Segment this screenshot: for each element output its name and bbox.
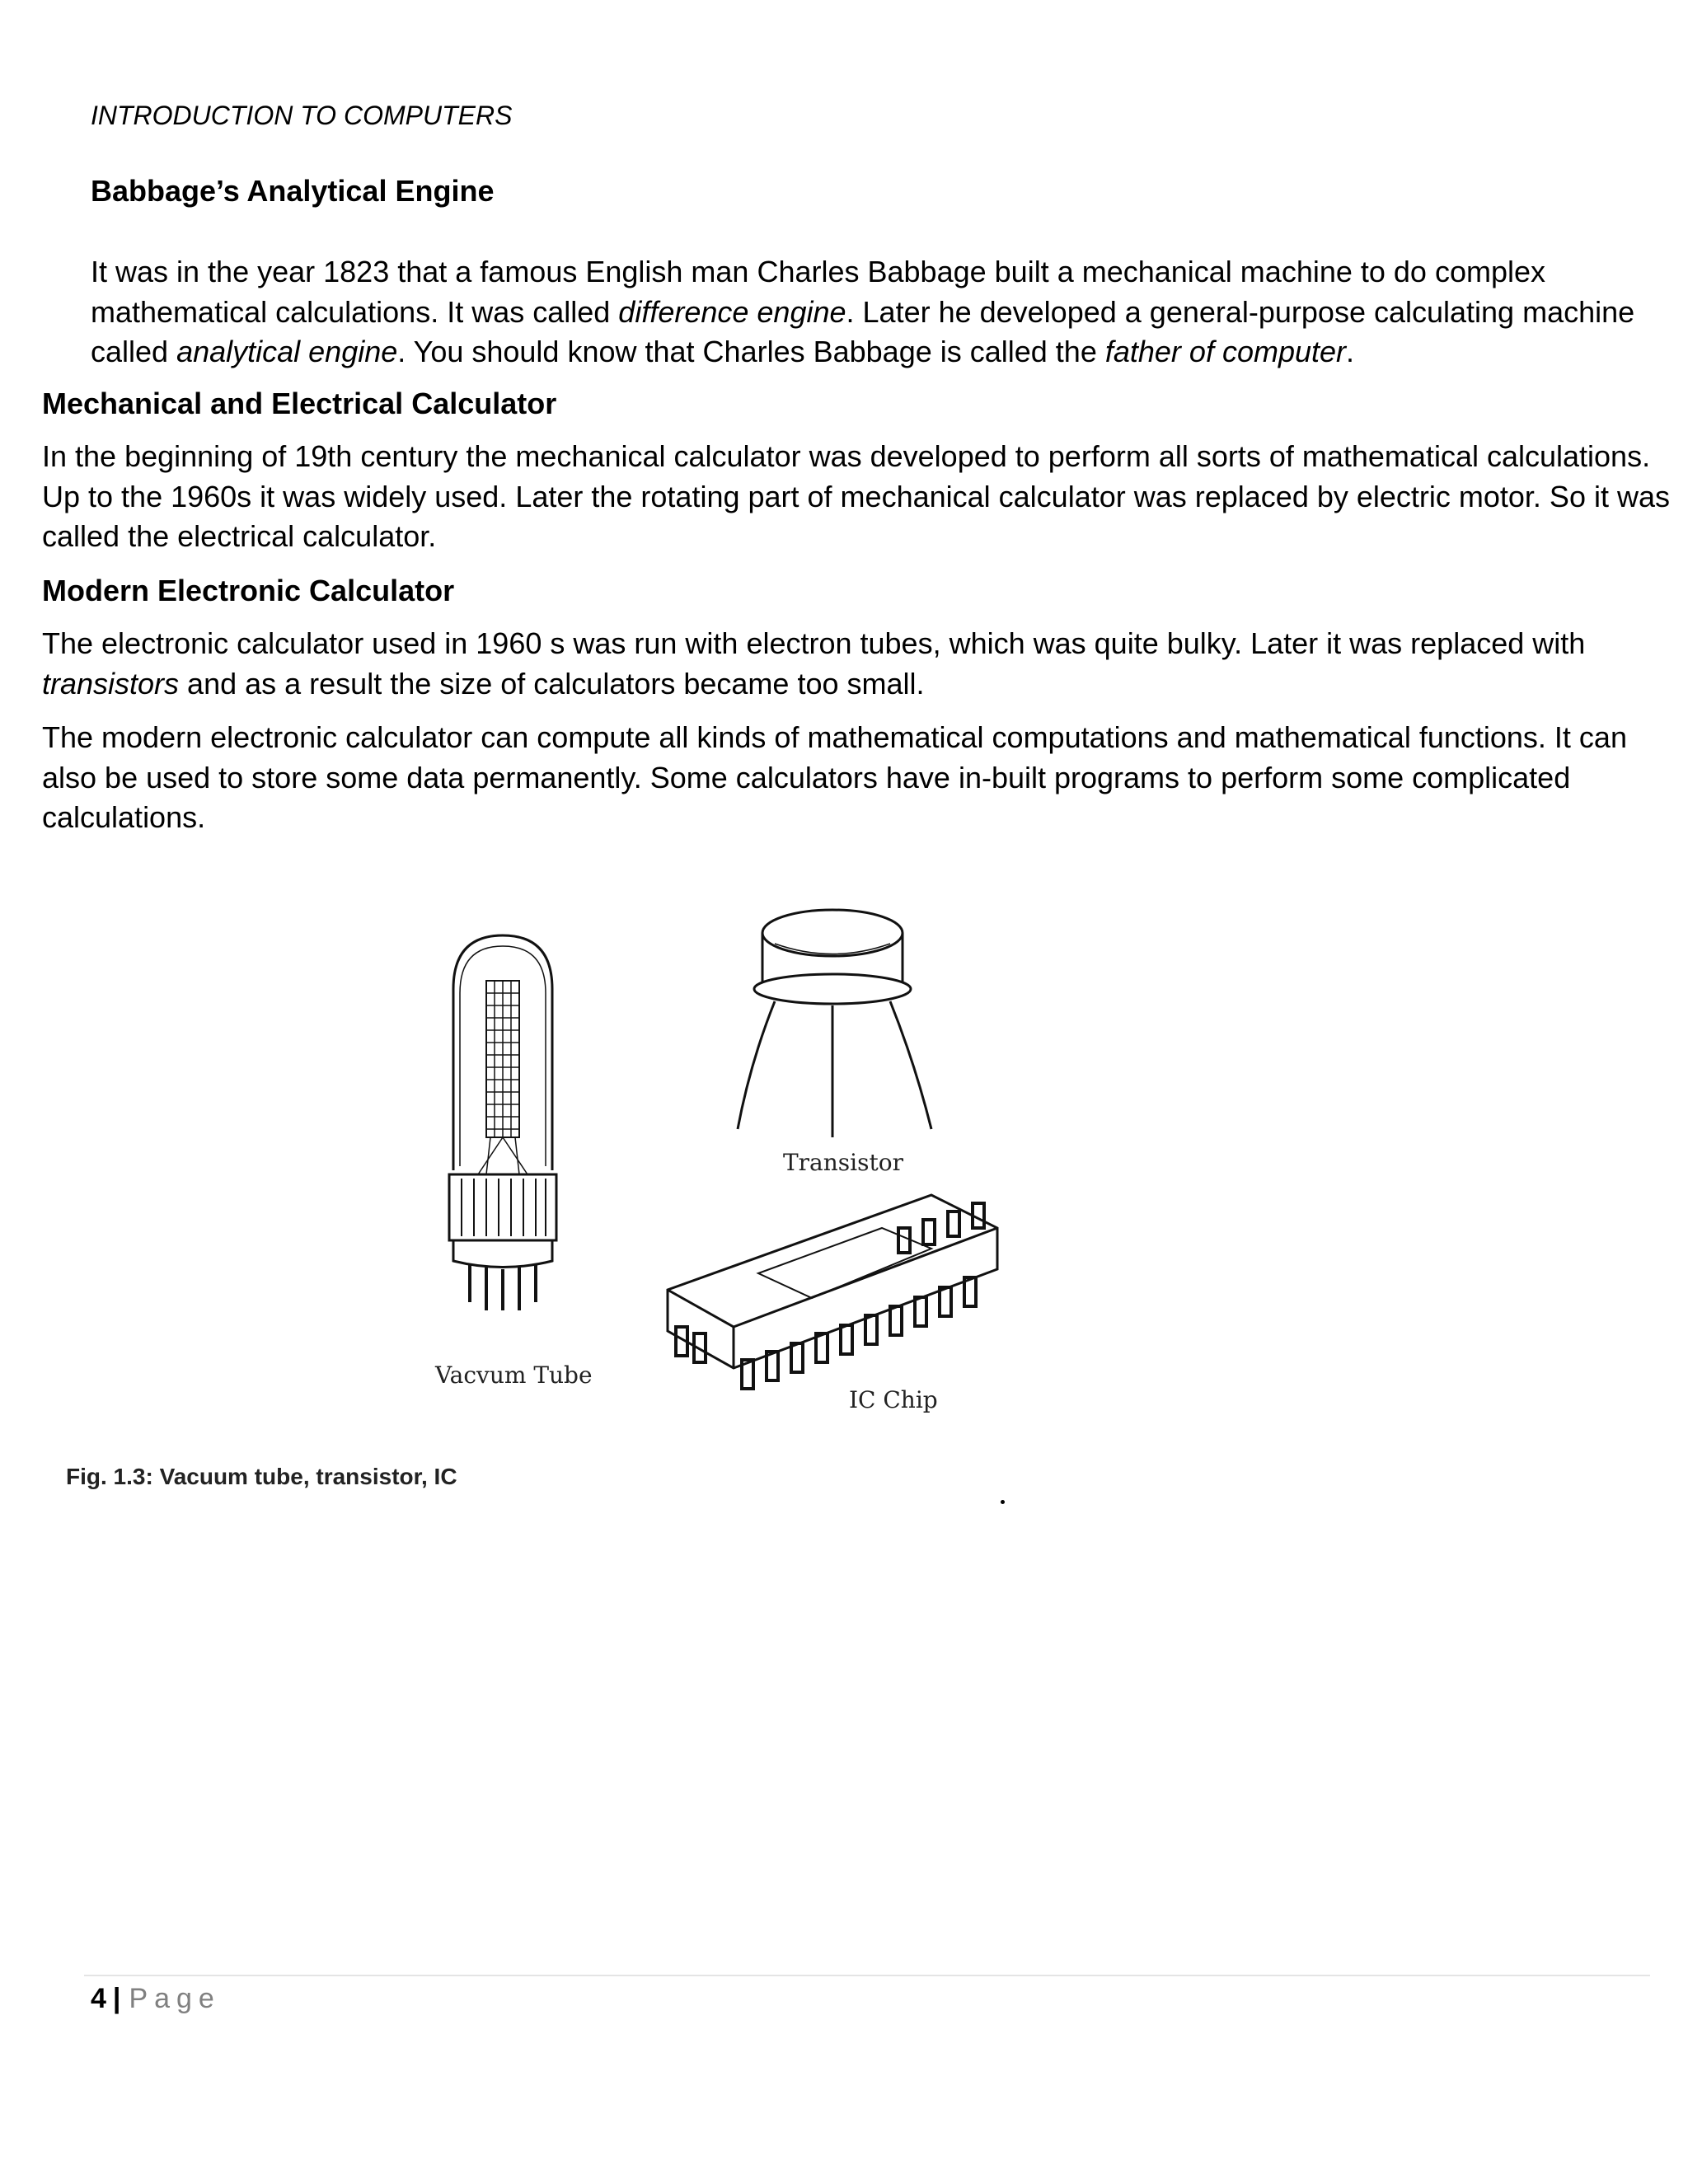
paragraph-modern-1: The electronic calculator used in 1960 s was run with electron tubes, which was quite bulky. Later it was replaced with transistors and as a result the size of calculators became too small.: [42, 626, 1586, 701]
figure-components: [404, 898, 1030, 1442]
term-difference-engine: difference engine: [618, 294, 846, 329]
footer-rule: [84, 1975, 1650, 1976]
label-vacuum-tube: Vacvum Tube: [435, 1361, 593, 1389]
stray-dot: [1001, 1500, 1005, 1504]
page-number: 4: [91, 1983, 106, 2014]
term-father-of-computer: father of computer: [1104, 335, 1347, 368]
section-heading-babbage: Babbage’s Analytical Engine: [91, 174, 495, 208]
page-footer: [91, 1983, 221, 2015]
running-header: INTRODUCTION TO COMPUTERS: [91, 101, 513, 130]
paragraph-mechanical: In the beginning of 19th century the mechanical calculator was developed to perform all sorts of mathematical calculations. Up to the 1960s it was widely used. Later the rotating part of mechanical calculator was replaced by electric motor. So it was called the electrical calculator.: [42, 439, 1670, 553]
vacuum-tube-drawing: [449, 935, 556, 1310]
term-analytical-engine: analytical engine: [176, 335, 398, 368]
paragraph-modern-2: The modern electronic calculator can compute all kinds of mathematical computations and mathematical functions. It can also be used to store some data permanently. Some calculators have in-built programs to perform some complicated calculations.: [42, 720, 1627, 834]
label-ic-chip: IC Chip: [849, 1386, 938, 1413]
section-heading-mechanical: Mechanical and Electrical Calculator: [42, 387, 557, 420]
figure-illustration: [404, 898, 1030, 1442]
term-transistors: transistors: [42, 666, 180, 701]
transistor-drawing: [738, 910, 931, 1137]
figure-caption: Fig. 1.3: Vacuum tube, transistor, IC: [66, 1464, 457, 1489]
section-heading-modern: Modern Electronic Calculator: [42, 574, 455, 607]
label-transistor: Transistor: [783, 1149, 903, 1176]
page-word: Page: [129, 1983, 221, 2014]
paragraph-babbage: It was in the year 1823 that a famous English man Charles Babbage built a mechanical machine to do complex mathematical calculations. It was called difference engine. Later he developed a general-purpose calculating machine called analytical engine. You should know that Charles Babbage is called the father of computer.: [91, 255, 1635, 368]
ic-chip-drawing: [668, 1195, 997, 1389]
footer-separator: |: [112, 1983, 121, 2014]
